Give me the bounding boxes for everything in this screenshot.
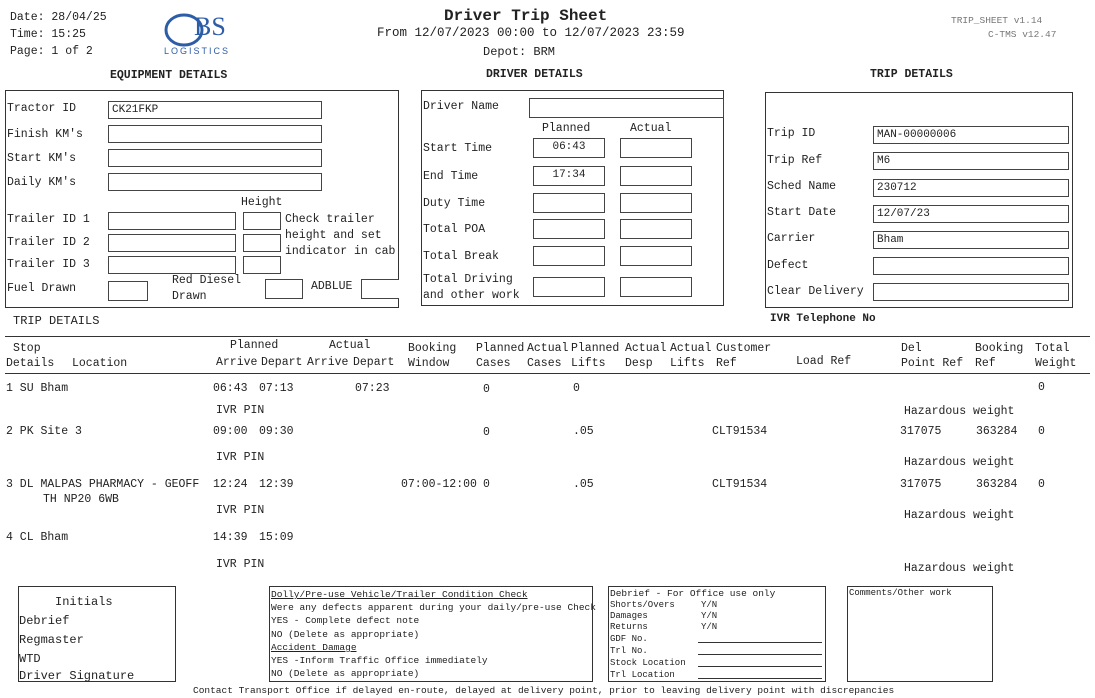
total-driving-label-1: Total Driving — [423, 273, 513, 286]
driver-name-field[interactable] — [529, 98, 724, 118]
actual-header: Actual — [630, 122, 672, 135]
contact-notice: Contact Transport Office if delayed en-route, delayed at delivery point, prior to leaving delivery point with discrepancies — [193, 685, 895, 696]
total-break-planned[interactable] — [533, 246, 605, 266]
col-del-point-ref: Point Ref — [901, 357, 964, 370]
col-actual-depart: Depart — [353, 356, 395, 369]
page-number: Page: 1 of 2 — [10, 45, 93, 58]
stop-hazardous-weight: Hazardous weight — [904, 562, 1015, 575]
col-actual: Actual — [329, 339, 371, 352]
stop-customer-ref: CLT91534 — [712, 425, 768, 438]
fuel-drawn-field[interactable] — [108, 281, 148, 301]
trl-no-line[interactable] — [698, 654, 822, 655]
initials-panel — [18, 586, 176, 682]
comments-title: Comments/Other work — [849, 588, 952, 598]
depot: Depot: BRM — [483, 45, 556, 59]
table-header-rule — [5, 373, 1090, 374]
planned-header: Planned — [542, 122, 591, 135]
col-planned-lifts-2: Lifts — [571, 357, 606, 370]
accident-yes-option[interactable]: YES -Inform Traffic Office immediately — [271, 655, 488, 666]
print-time: Time: 15:25 — [10, 28, 86, 41]
print-date: Date: 28/04/25 — [10, 11, 107, 24]
driver-signature-label: Driver Signature — [19, 669, 135, 683]
stop-ivr-pin: IVR PIN — [216, 404, 265, 417]
office-debrief-panel — [608, 586, 826, 682]
carrier-field[interactable]: Bham — [873, 231, 1069, 249]
gdf-no-label: GDF No. — [610, 634, 648, 644]
stop-details: 4 CL Bham — [6, 531, 69, 544]
carrier-label: Carrier — [767, 232, 816, 245]
stop-planned-lifts: 0 — [573, 382, 580, 395]
office-debrief-title: Debrief - For Office use only — [610, 588, 776, 599]
page-title: Driver Trip Sheet — [444, 7, 608, 25]
trailer2-field[interactable] — [108, 234, 236, 252]
stop-ivr-pin: IVR PIN — [216, 504, 265, 517]
stop-planned-depart: 07:13 — [259, 382, 294, 395]
stop-planned-cases: 0 — [483, 383, 490, 396]
stop-details: 1 SU Bham — [6, 382, 69, 395]
trailer2-height-field[interactable] — [243, 234, 281, 252]
total-poa-planned[interactable] — [533, 219, 605, 239]
red-diesel-field[interactable] — [265, 279, 303, 299]
trip-ref-label: Trip Ref — [767, 154, 823, 167]
stop-booking-window: 07:00-12:00 — [401, 478, 477, 491]
trl-location-line[interactable] — [698, 678, 822, 679]
stop-hazardous-weight: Hazardous weight — [904, 456, 1015, 469]
start-date-field[interactable]: 12/07/23 — [873, 205, 1069, 223]
stop-actual-depart: 07:23 — [355, 382, 390, 395]
end-time-label: End Time — [423, 170, 479, 183]
shorts-overs-yn[interactable]: Y/N — [701, 600, 718, 610]
stop-planned-arrive: 14:39 — [213, 531, 248, 544]
total-break-actual[interactable] — [620, 246, 692, 266]
stops-section-title: TRIP DETAILS — [13, 314, 100, 328]
col-total-weight-2: Weight — [1035, 357, 1077, 370]
stop-total-weight: 0 — [1038, 425, 1045, 438]
stop-hazardous-weight: Hazardous weight — [904, 405, 1015, 418]
end-time-planned[interactable]: 17:34 — [533, 166, 605, 186]
col-stop: Stop — [13, 342, 41, 355]
accident-no-option[interactable]: NO (Delete as appropriate) — [271, 668, 420, 679]
stop-booking-ref: 363284 — [976, 425, 1018, 438]
stop-planned-arrive: 09:00 — [213, 425, 248, 438]
condition-check-title: Dolly/Pre-use Vehicle/Trailer Condition Check — [271, 589, 528, 600]
stop-booking-ref: 363284 — [976, 478, 1018, 491]
stop-planned-arrive: 06:43 — [213, 382, 248, 395]
stop-planned-depart: 15:09 — [259, 531, 294, 544]
trip-panel — [765, 92, 1073, 308]
red-diesel-label-2: Drawn — [172, 290, 207, 303]
equipment-panel — [5, 90, 399, 308]
clear-delivery-field[interactable] — [873, 283, 1069, 301]
col-del: Del — [901, 342, 922, 355]
tractor-id-field[interactable]: CK21FKP — [108, 101, 322, 119]
col-planned-depart: Depart — [261, 356, 303, 369]
ivr-telephone-label: IVR Telephone No — [770, 313, 876, 325]
condition-check-panel — [269, 586, 596, 682]
col-booking-ref-2: Ref — [975, 357, 996, 370]
duty-time-planned[interactable] — [533, 193, 605, 213]
check-note-line2: height and set — [285, 229, 382, 242]
col-window: Window — [408, 357, 450, 370]
col-load-ref: Load Ref — [796, 355, 852, 368]
col-actual-lifts-2: Lifts — [670, 357, 705, 370]
stop-details: 3 DL MALPAS PHARMACY - GEOFF — [6, 478, 200, 491]
stop-del-point-ref: 317075 — [900, 478, 942, 491]
stock-location-line[interactable] — [698, 666, 822, 667]
check-note-line1: Check trailer — [285, 213, 375, 226]
stop-del-point-ref: 317075 — [900, 425, 942, 438]
end-time-actual[interactable] — [620, 166, 692, 186]
daily-km-field[interactable] — [108, 173, 322, 191]
col-actual-cases-1: Actual — [527, 342, 569, 355]
defect-yes-option[interactable]: YES - Complete defect note — [271, 615, 420, 626]
trip-ref-field[interactable]: M6 — [873, 152, 1069, 170]
stop-ivr-pin: IVR PIN — [216, 558, 265, 571]
clear-delivery-label: Clear Delivery — [767, 285, 864, 298]
defect-no-option[interactable]: NO (Delete as appropriate) — [271, 629, 420, 640]
stop-ivr-pin: IVR PIN — [216, 451, 265, 464]
stop-hazardous-weight: Hazardous weight — [904, 509, 1015, 522]
trip-id-field[interactable]: MAN-00000006 — [873, 126, 1069, 144]
duty-time-label: Duty Time — [423, 197, 486, 210]
col-total-weight-1: Total — [1035, 342, 1070, 355]
total-driving-actual[interactable] — [620, 277, 692, 297]
red-diesel-label-1: Red Diesel — [172, 274, 242, 287]
trip-id-label: Trip ID — [767, 127, 816, 140]
trip-title: TRIP DETAILS — [870, 68, 953, 81]
col-actual-desp-2: Desp — [625, 357, 653, 370]
stop-details: 2 PK Site 3 — [6, 425, 82, 438]
col-details: Details — [6, 357, 55, 370]
stop-planned-cases: 0 — [483, 478, 490, 491]
total-poa-label: Total POA — [423, 223, 486, 236]
damages-label: Damages — [610, 611, 648, 621]
start-time-planned[interactable]: 06:43 — [533, 138, 605, 158]
regmaster-label: Regmaster — [19, 633, 84, 647]
comments-panel[interactable] — [847, 586, 993, 682]
col-planned-arrive: Arrive — [216, 356, 258, 369]
finish-km-label: Finish KM's — [7, 128, 83, 141]
finish-km-field[interactable] — [108, 125, 322, 143]
stop-customer-ref: CLT91534 — [712, 478, 768, 491]
col-planned-cases-1: Planned — [476, 342, 525, 355]
driver-title: DRIVER DETAILS — [486, 68, 583, 81]
initials-title: Initials — [55, 595, 113, 609]
col-actual-desp-1: Actual — [625, 342, 667, 355]
driver-name-label: Driver Name — [423, 100, 499, 113]
check-note-line3: indicator in cab — [285, 245, 396, 258]
duty-time-actual[interactable] — [620, 193, 692, 213]
returns-label: Returns — [610, 622, 648, 632]
trl-location-label: Trl Location — [610, 670, 675, 680]
adblue-label: ADBLUE — [311, 280, 353, 293]
stop-total-weight: 0 — [1038, 478, 1045, 491]
col-planned-cases-2: Cases — [476, 357, 511, 370]
trailer2-label: Trailer ID 2 — [7, 236, 90, 249]
wtd-label: WTD — [19, 652, 41, 666]
total-break-label: Total Break — [423, 250, 499, 263]
returns-yn[interactable]: Y/N — [701, 622, 718, 632]
sched-name-field[interactable]: 230712 — [873, 179, 1069, 197]
gdf-no-line[interactable] — [698, 642, 822, 643]
stop-total-weight: 0 — [1038, 381, 1045, 394]
col-booking: Booking — [408, 342, 457, 355]
defect-label: Defect — [767, 259, 809, 272]
trailer1-field[interactable] — [108, 212, 236, 230]
col-booking-ref-1: Booking — [975, 342, 1024, 355]
stop-planned-depart: 12:39 — [259, 478, 294, 491]
app-version: C-TMS v12.47 — [988, 29, 1057, 40]
start-km-label: Start KM's — [7, 152, 77, 165]
col-location: Location — [72, 357, 128, 370]
start-date-label: Start Date — [767, 206, 837, 219]
total-driving-label-2: and other work — [423, 289, 520, 302]
trailer3-field[interactable] — [108, 256, 236, 274]
col-actual-arrive: Arrive — [307, 356, 349, 369]
adblue-field[interactable] — [361, 279, 399, 299]
stop-planned-arrive: 12:24 — [213, 478, 248, 491]
start-time-label: Start Time — [423, 142, 493, 155]
fuel-drawn-label: Fuel Drawn — [7, 282, 77, 295]
stop-planned-lifts: .05 — [573, 478, 594, 491]
trailer3-label: Trailer ID 3 — [7, 258, 90, 271]
tractor-id-label: Tractor ID — [7, 102, 77, 115]
obs-logo — [162, 8, 244, 58]
damages-yn[interactable]: Y/N — [701, 611, 718, 621]
debrief-label: Debrief — [19, 614, 70, 628]
col-planned: Planned — [230, 339, 279, 352]
total-poa-actual[interactable] — [620, 219, 692, 239]
defect-field[interactable] — [873, 257, 1069, 275]
col-customer: Customer — [716, 342, 772, 355]
trl-no-label: Trl No. — [610, 646, 648, 656]
stop-planned-lifts: .05 — [573, 425, 594, 438]
start-time-actual[interactable] — [620, 138, 692, 158]
col-planned-lifts-1: Planned — [571, 342, 620, 355]
date-range: From 12/07/2023 00:00 to 12/07/2023 23:59 — [377, 26, 685, 40]
stop-planned-depart: 09:30 — [259, 425, 294, 438]
stop-planned-cases: 0 — [483, 426, 490, 439]
col-actual-cases-2: Cases — [527, 357, 562, 370]
trailer3-height-field[interactable] — [243, 256, 281, 274]
height-label: Height — [241, 196, 283, 209]
total-driving-planned[interactable] — [533, 277, 605, 297]
logo-text: BS — [194, 12, 226, 41]
report-version: TRIP_SHEET v1.14 — [951, 15, 1043, 26]
stock-location-label: Stock Location — [610, 658, 686, 668]
sched-name-label: Sched Name — [767, 180, 837, 193]
shorts-overs-label: Shorts/Overs — [610, 600, 675, 610]
condition-check-question: Were any defects apparent during your daily/pre-use Check — [271, 602, 596, 613]
col-actual-lifts-1: Actual — [670, 342, 712, 355]
start-km-field[interactable] — [108, 149, 322, 167]
stop-location-line2: TH NP20 6WB — [43, 493, 119, 506]
equipment-title: EQUIPMENT DETAILS — [110, 69, 228, 82]
logo-subtext: LOGISTICS — [164, 46, 231, 56]
col-customer-ref: Ref — [716, 357, 737, 370]
accident-damage-title: Accident Damage — [271, 642, 357, 653]
driver-panel — [421, 90, 724, 306]
trailer1-label: Trailer ID 1 — [7, 213, 90, 226]
trailer1-height-field[interactable] — [243, 212, 281, 230]
daily-km-label: Daily KM's — [7, 176, 77, 189]
table-top-rule — [5, 336, 1090, 337]
